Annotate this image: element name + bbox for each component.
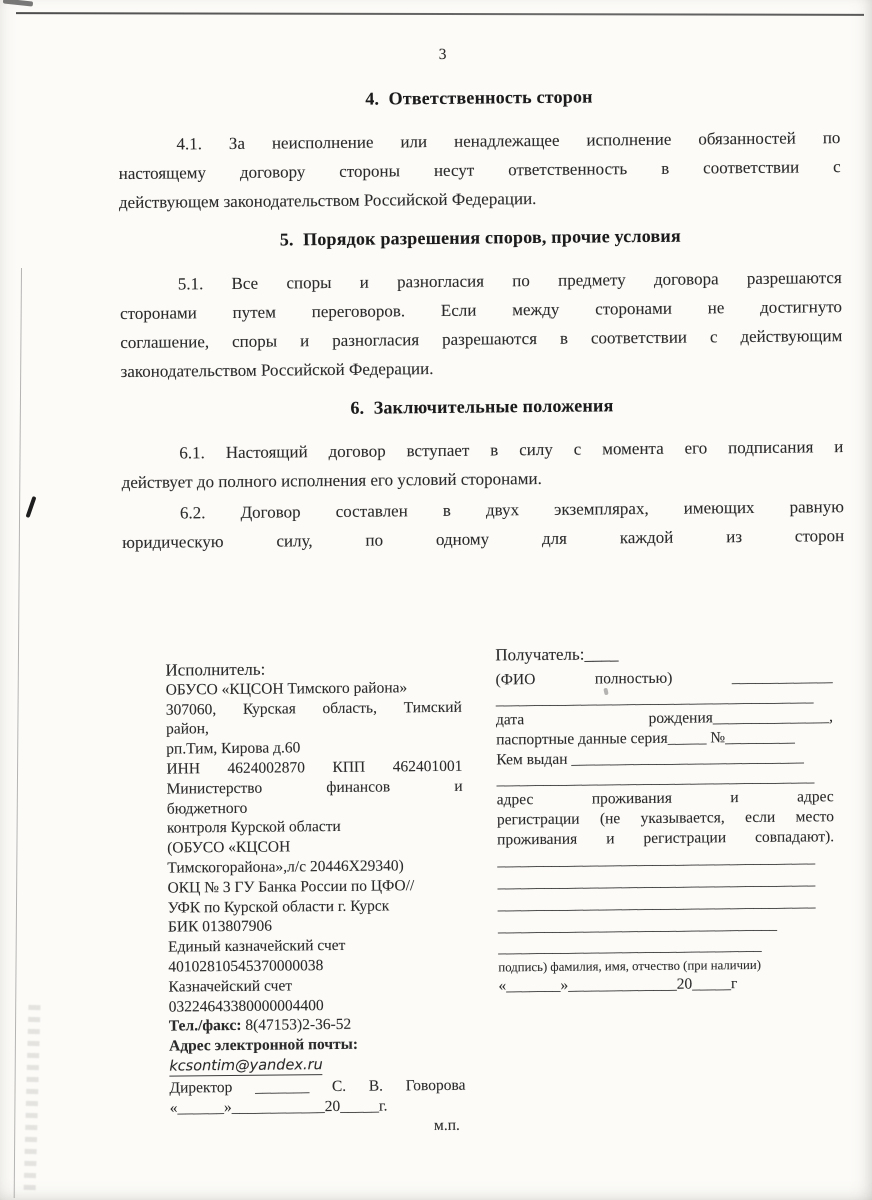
contract-body (118, 80, 844, 559)
clause-line: 6.2. Договор составлен в двух экземплярах, имеющих равную (179, 497, 845, 523)
contractor-inn-kpp: ИНН 4624002870 КПП 462401001 (166, 757, 463, 778)
blank-field-line: _________________________________________ (495, 688, 814, 709)
section-6-heading: 6. Заключительные положения (350, 395, 614, 418)
clause-line: соглашение, споры и разногласия разрешаются в соответствии с действующим (120, 326, 843, 353)
clause-line: действующем законодательством Российской Федерации. (118, 189, 537, 213)
contractor-treasury-account-label: Единый казначейский счет (168, 937, 346, 956)
blank-field-line: _________________________________________ (496, 768, 815, 789)
blank-field-line: _________________________________________ (497, 849, 816, 870)
email-address: kcsontim@yandex.ru (169, 1057, 323, 1075)
contractor-treasury-account-number: 40102810545370000038 (168, 957, 324, 976)
clause-6-1 (121, 432, 844, 497)
clause-line: сторонами путем переговоров. Если между сторонами не достигнуто (119, 297, 843, 324)
contractor-address: рп.Тим, Кирова д.60 (166, 739, 301, 758)
recipient-issued-line: Кем выдан ______________________________ (496, 748, 804, 769)
blank-field-line: _________________________________________ (497, 893, 816, 914)
contractor-address: 307060, Курская область, Тимский (165, 698, 462, 719)
contractor-bank: ОКЦ № 3 ГУ Банка России по ЦФО// (167, 876, 415, 897)
contractor-account-name: (ОБУСО «КЦСОН (167, 838, 291, 857)
clause-line: 6.1. Настоящий договор вступает в силу с момента его подписания и (179, 437, 844, 463)
clause-line: 4.1. За неисполнение или ненадлежащее исполнение обязанностей по (176, 128, 841, 154)
contractor-block (165, 646, 466, 1138)
contractor-title: Исполнитель: (165, 659, 266, 680)
contractor-org-name: ОБУСО «КЦСОН Тимского района» (165, 679, 408, 699)
clause-6-2 (122, 492, 845, 557)
contractor-bik: БИК 013807906 (167, 917, 273, 936)
contractor-ministry: бюджетного (166, 799, 248, 818)
blank-field-line: _________________________________________ (497, 871, 816, 892)
recipient-fio-line: (ФИО полностью) _____________ (495, 668, 833, 689)
contractor-bank: УФК по Курской области г. Курск (167, 897, 390, 917)
recipient-title: Получатель:____ (495, 644, 619, 665)
stamp-placeholder: м.п. (433, 1116, 460, 1134)
director-signature-line: Директор _______ С. В. Говорова (169, 1076, 466, 1097)
clause-line: действует до полного исполнения его условий сторонами. (121, 468, 542, 493)
recipient-block (495, 642, 835, 996)
recipient-passport-line: паспортные данные серия_____ №_________ (496, 728, 795, 749)
clause-4-1 (118, 123, 841, 217)
signature-blank-line: __________________________________ (498, 936, 762, 957)
recipient-address-note: проживания и регистрации совпадают). (497, 828, 835, 849)
contractor-ministry: контроля Курской области (166, 818, 341, 837)
recipient-address-note: регистрации (не указывается, если место (496, 808, 834, 829)
section-5-heading: 5. Порядок разрешения споров, прочие условия (279, 225, 681, 250)
recipient-dob-line: дата рождения_______________, (495, 708, 834, 729)
contractor-address: район, (165, 720, 209, 738)
recipient-date-line: «_______»______________20_____г (498, 975, 738, 995)
contractor-account-name: Тимскогорайона»,л/с 20446X29340) (167, 857, 404, 877)
recipient-signature-block (498, 935, 836, 996)
requisites-columns (165, 642, 837, 1138)
phone-label: Тел./факс: (168, 1017, 242, 1035)
blank-field-line: ____________________________________ (497, 915, 778, 936)
address-blank-lines (497, 847, 835, 938)
section-4-heading: 4. Ответственность сторон (365, 86, 593, 109)
contractor-date-line: «______»____________20_____г. (169, 1097, 388, 1117)
recipient-address-note: адрес проживания и адрес (496, 788, 834, 809)
contractor-ministry: Министерство финансов и (166, 777, 463, 798)
clause-line: юридическую силу, по одному для каждой из сторон (122, 526, 845, 553)
clause-line: законодательством Российской Федерации. (120, 359, 434, 382)
signature-caption: подпись) фамилия, имя, отчество (при наличии) (498, 957, 762, 975)
clause-5-1 (120, 263, 843, 386)
clause-line: 5.1. Все споры и разногласия по предмету договора разрешаются (177, 268, 842, 294)
contractor-treasury-account-number: 03224643380000004400 (168, 996, 324, 1016)
contractor-treasury-account-label: Казначейский счет (168, 977, 293, 996)
email-label: Адрес электронной почты: (168, 1035, 359, 1055)
phone-value: 8(47153)2-36-52 (245, 1016, 352, 1035)
clause-line: настоящему договору стороны несут ответственность в соответствии с (118, 157, 841, 184)
page-number: 3 (438, 45, 447, 63)
